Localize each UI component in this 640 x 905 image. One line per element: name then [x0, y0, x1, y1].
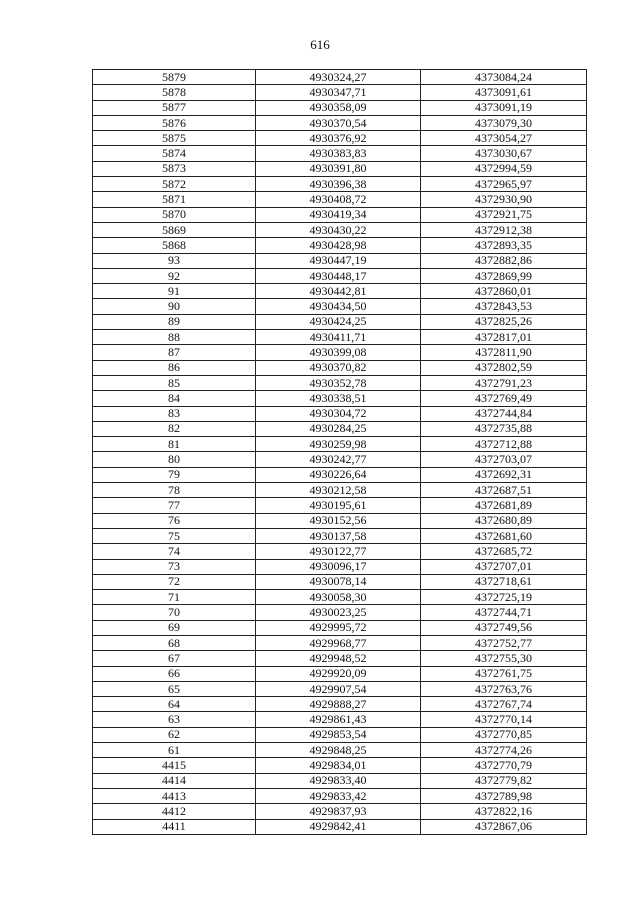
y-coordinate-cell: 4372779,82 [421, 773, 587, 788]
x-coordinate-cell: 4930434,50 [256, 299, 421, 314]
table-row [93, 161, 587, 176]
y-coordinate-cell: 4372893,35 [421, 238, 587, 253]
y-coordinate-cell: 4372680,89 [421, 513, 587, 528]
point-number-cell: 5871 [93, 192, 256, 207]
y-coordinate-cell: 4372791,23 [421, 375, 587, 390]
point-number-cell: 61 [93, 743, 256, 758]
x-coordinate-cell: 4930023,25 [256, 605, 421, 620]
y-coordinate-cell: 4372994,59 [421, 161, 587, 176]
table-row [93, 697, 587, 712]
y-coordinate-cell: 4372921,75 [421, 207, 587, 222]
point-number-cell: 5874 [93, 146, 256, 161]
point-number-cell: 84 [93, 391, 256, 406]
y-coordinate-cell: 4372703,07 [421, 452, 587, 467]
y-coordinate-cell: 4373030,67 [421, 146, 587, 161]
table-row [93, 620, 587, 635]
point-number-cell: 69 [93, 620, 256, 635]
point-number-cell: 88 [93, 330, 256, 345]
x-coordinate-cell: 4930352,78 [256, 375, 421, 390]
page-number: 616 [310, 37, 330, 52]
y-coordinate-cell: 4372869,99 [421, 268, 587, 283]
table-row [93, 375, 587, 390]
table-row [93, 100, 587, 115]
point-number-cell: 72 [93, 574, 256, 589]
x-coordinate-cell: 4929842,41 [256, 819, 421, 834]
y-coordinate-cell: 4372687,51 [421, 483, 587, 498]
table-row [93, 299, 587, 314]
table-row [93, 651, 587, 666]
x-coordinate-cell: 4930430,22 [256, 222, 421, 237]
point-number-cell: 76 [93, 513, 256, 528]
x-coordinate-cell: 4930137,58 [256, 528, 421, 543]
x-coordinate-cell: 4930338,51 [256, 391, 421, 406]
table-row [93, 222, 587, 237]
y-coordinate-cell: 4372882,86 [421, 253, 587, 268]
point-number-cell: 87 [93, 345, 256, 360]
y-coordinate-cell: 4372825,26 [421, 314, 587, 329]
table-row [93, 712, 587, 727]
x-coordinate-cell: 4930058,30 [256, 590, 421, 605]
x-coordinate-cell: 4930391,80 [256, 161, 421, 176]
table-row [93, 268, 587, 283]
x-coordinate-cell: 4930428,98 [256, 238, 421, 253]
y-coordinate-cell: 4372744,71 [421, 605, 587, 620]
table-row [93, 605, 587, 620]
table-row [93, 330, 587, 345]
x-coordinate-cell: 4930396,38 [256, 177, 421, 192]
point-number-cell: 78 [93, 483, 256, 498]
point-number-cell: 5878 [93, 85, 256, 100]
x-coordinate-cell: 4929920,09 [256, 666, 421, 681]
point-number-cell: 80 [93, 452, 256, 467]
table-row [93, 758, 587, 773]
y-coordinate-cell: 4372763,76 [421, 681, 587, 696]
table-row [93, 743, 587, 758]
point-number-cell: 81 [93, 437, 256, 452]
table-row [93, 115, 587, 130]
y-coordinate-cell: 4372811,90 [421, 345, 587, 360]
table-row [93, 452, 587, 467]
table-row [93, 559, 587, 574]
y-coordinate-cell: 4372744,84 [421, 406, 587, 421]
table-row [93, 345, 587, 360]
coordinates-table-body [93, 70, 587, 835]
table-row [93, 498, 587, 513]
point-number-cell: 62 [93, 727, 256, 742]
y-coordinate-cell: 4373084,24 [421, 70, 587, 85]
y-coordinate-cell: 4372749,56 [421, 620, 587, 635]
point-number-cell: 73 [93, 559, 256, 574]
table-row [93, 483, 587, 498]
x-coordinate-cell: 4930442,81 [256, 284, 421, 299]
x-coordinate-cell: 4930411,71 [256, 330, 421, 345]
y-coordinate-cell: 4372789,98 [421, 788, 587, 803]
point-number-cell: 79 [93, 467, 256, 482]
point-number-cell: 92 [93, 268, 256, 283]
y-coordinate-cell: 4372707,01 [421, 559, 587, 574]
x-coordinate-cell: 4930096,17 [256, 559, 421, 574]
x-coordinate-cell: 4929861,43 [256, 712, 421, 727]
x-coordinate-cell: 4929834,01 [256, 758, 421, 773]
table-row [93, 590, 587, 605]
point-number-cell: 68 [93, 635, 256, 650]
y-coordinate-cell: 4373091,61 [421, 85, 587, 100]
y-coordinate-cell: 4372817,01 [421, 330, 587, 345]
x-coordinate-cell: 4929833,40 [256, 773, 421, 788]
x-coordinate-cell: 4929848,25 [256, 743, 421, 758]
x-coordinate-cell: 4929968,77 [256, 635, 421, 650]
y-coordinate-cell: 4372752,77 [421, 635, 587, 650]
point-number-cell: 5873 [93, 161, 256, 176]
table-row [93, 253, 587, 268]
x-coordinate-cell: 4930419,34 [256, 207, 421, 222]
point-number-cell: 66 [93, 666, 256, 681]
y-coordinate-cell: 4372761,75 [421, 666, 587, 681]
x-coordinate-cell: 4930242,77 [256, 452, 421, 467]
x-coordinate-cell: 4930304,72 [256, 406, 421, 421]
table-row [93, 437, 587, 452]
table-row [93, 727, 587, 742]
x-coordinate-cell: 4929888,27 [256, 697, 421, 712]
y-coordinate-cell: 4372692,31 [421, 467, 587, 482]
table-row [93, 360, 587, 375]
x-coordinate-cell: 4930370,82 [256, 360, 421, 375]
table-row [93, 681, 587, 696]
point-number-cell: 65 [93, 681, 256, 696]
x-coordinate-cell: 4929907,54 [256, 681, 421, 696]
x-coordinate-cell: 4929995,72 [256, 620, 421, 635]
table-row [93, 773, 587, 788]
point-number-cell: 82 [93, 421, 256, 436]
x-coordinate-cell: 4930259,98 [256, 437, 421, 452]
y-coordinate-cell: 4372770,85 [421, 727, 587, 742]
table-row [93, 666, 587, 681]
table-row [93, 788, 587, 803]
x-coordinate-cell: 4930447,19 [256, 253, 421, 268]
table-row [93, 574, 587, 589]
y-coordinate-cell: 4372685,72 [421, 544, 587, 559]
table-row [93, 391, 587, 406]
x-coordinate-cell: 4930383,83 [256, 146, 421, 161]
x-coordinate-cell: 4930399,08 [256, 345, 421, 360]
point-number-cell: 5869 [93, 222, 256, 237]
point-number-cell: 4413 [93, 788, 256, 803]
table-row [93, 406, 587, 421]
table-row [93, 635, 587, 650]
x-coordinate-cell: 4930152,56 [256, 513, 421, 528]
point-number-cell: 4414 [93, 773, 256, 788]
table-row [93, 513, 587, 528]
point-number-cell: 5879 [93, 70, 256, 85]
y-coordinate-cell: 4372718,61 [421, 574, 587, 589]
x-coordinate-cell: 4930122,77 [256, 544, 421, 559]
y-coordinate-cell: 4372822,16 [421, 804, 587, 819]
point-number-cell: 4411 [93, 819, 256, 834]
x-coordinate-cell: 4930195,61 [256, 498, 421, 513]
y-coordinate-cell: 4372769,49 [421, 391, 587, 406]
point-number-cell: 5875 [93, 131, 256, 146]
y-coordinate-cell: 4372681,60 [421, 528, 587, 543]
table-row [93, 314, 587, 329]
table-row [93, 528, 587, 543]
point-number-cell: 77 [93, 498, 256, 513]
y-coordinate-cell: 4372965,97 [421, 177, 587, 192]
table-row [93, 70, 587, 85]
table-row [93, 421, 587, 436]
y-coordinate-cell: 4372725,19 [421, 590, 587, 605]
y-coordinate-cell: 4372860,01 [421, 284, 587, 299]
y-coordinate-cell: 4372681,89 [421, 498, 587, 513]
y-coordinate-cell: 4372867,06 [421, 819, 587, 834]
point-number-cell: 83 [93, 406, 256, 421]
point-number-cell: 5877 [93, 100, 256, 115]
x-coordinate-cell: 4930347,71 [256, 85, 421, 100]
table-row [93, 192, 587, 207]
point-number-cell: 5876 [93, 115, 256, 130]
y-coordinate-cell: 4372755,30 [421, 651, 587, 666]
point-number-cell: 85 [93, 375, 256, 390]
x-coordinate-cell: 4930226,64 [256, 467, 421, 482]
table-row [93, 819, 587, 834]
x-coordinate-cell: 4930078,14 [256, 574, 421, 589]
y-coordinate-cell: 4372843,53 [421, 299, 587, 314]
point-number-cell: 64 [93, 697, 256, 712]
y-coordinate-cell: 4372930,90 [421, 192, 587, 207]
x-coordinate-cell: 4930408,72 [256, 192, 421, 207]
y-coordinate-cell: 4372712,88 [421, 437, 587, 452]
point-number-cell: 67 [93, 651, 256, 666]
table-row [93, 146, 587, 161]
point-number-cell: 71 [93, 590, 256, 605]
y-coordinate-cell: 4372802,59 [421, 360, 587, 375]
y-coordinate-cell: 4372770,79 [421, 758, 587, 773]
x-coordinate-cell: 4929948,52 [256, 651, 421, 666]
x-coordinate-cell: 4929833,42 [256, 788, 421, 803]
point-number-cell: 5870 [93, 207, 256, 222]
table-row [93, 131, 587, 146]
point-number-cell: 74 [93, 544, 256, 559]
point-number-cell: 91 [93, 284, 256, 299]
point-number-cell: 5872 [93, 177, 256, 192]
y-coordinate-cell: 4372770,14 [421, 712, 587, 727]
y-coordinate-cell: 4372735,88 [421, 421, 587, 436]
x-coordinate-cell: 4929853,54 [256, 727, 421, 742]
table-row [93, 207, 587, 222]
table-row [93, 238, 587, 253]
x-coordinate-cell: 4930358,09 [256, 100, 421, 115]
x-coordinate-cell: 4930324,27 [256, 70, 421, 85]
table-row [93, 177, 587, 192]
y-coordinate-cell: 4372774,26 [421, 743, 587, 758]
y-coordinate-cell: 4372912,38 [421, 222, 587, 237]
x-coordinate-cell: 4930212,58 [256, 483, 421, 498]
table-row [93, 85, 587, 100]
point-number-cell: 4415 [93, 758, 256, 773]
y-coordinate-cell: 4373079,30 [421, 115, 587, 130]
table-row [93, 804, 587, 819]
table-row [93, 467, 587, 482]
table-row [93, 544, 587, 559]
point-number-cell: 86 [93, 360, 256, 375]
x-coordinate-cell: 4930284,25 [256, 421, 421, 436]
x-coordinate-cell: 4929837,93 [256, 804, 421, 819]
point-number-cell: 93 [93, 253, 256, 268]
x-coordinate-cell: 4930448,17 [256, 268, 421, 283]
y-coordinate-cell: 4372767,74 [421, 697, 587, 712]
x-coordinate-cell: 4930376,92 [256, 131, 421, 146]
y-coordinate-cell: 4373054,27 [421, 131, 587, 146]
point-number-cell: 5868 [93, 238, 256, 253]
point-number-cell: 75 [93, 528, 256, 543]
point-number-cell: 70 [93, 605, 256, 620]
point-number-cell: 63 [93, 712, 256, 727]
x-coordinate-cell: 4930424,25 [256, 314, 421, 329]
point-number-cell: 90 [93, 299, 256, 314]
point-number-cell: 4412 [93, 804, 256, 819]
point-number-cell: 89 [93, 314, 256, 329]
table-row [93, 284, 587, 299]
coordinates-table [92, 69, 587, 835]
x-coordinate-cell: 4930370,54 [256, 115, 421, 130]
y-coordinate-cell: 4373091,19 [421, 100, 587, 115]
